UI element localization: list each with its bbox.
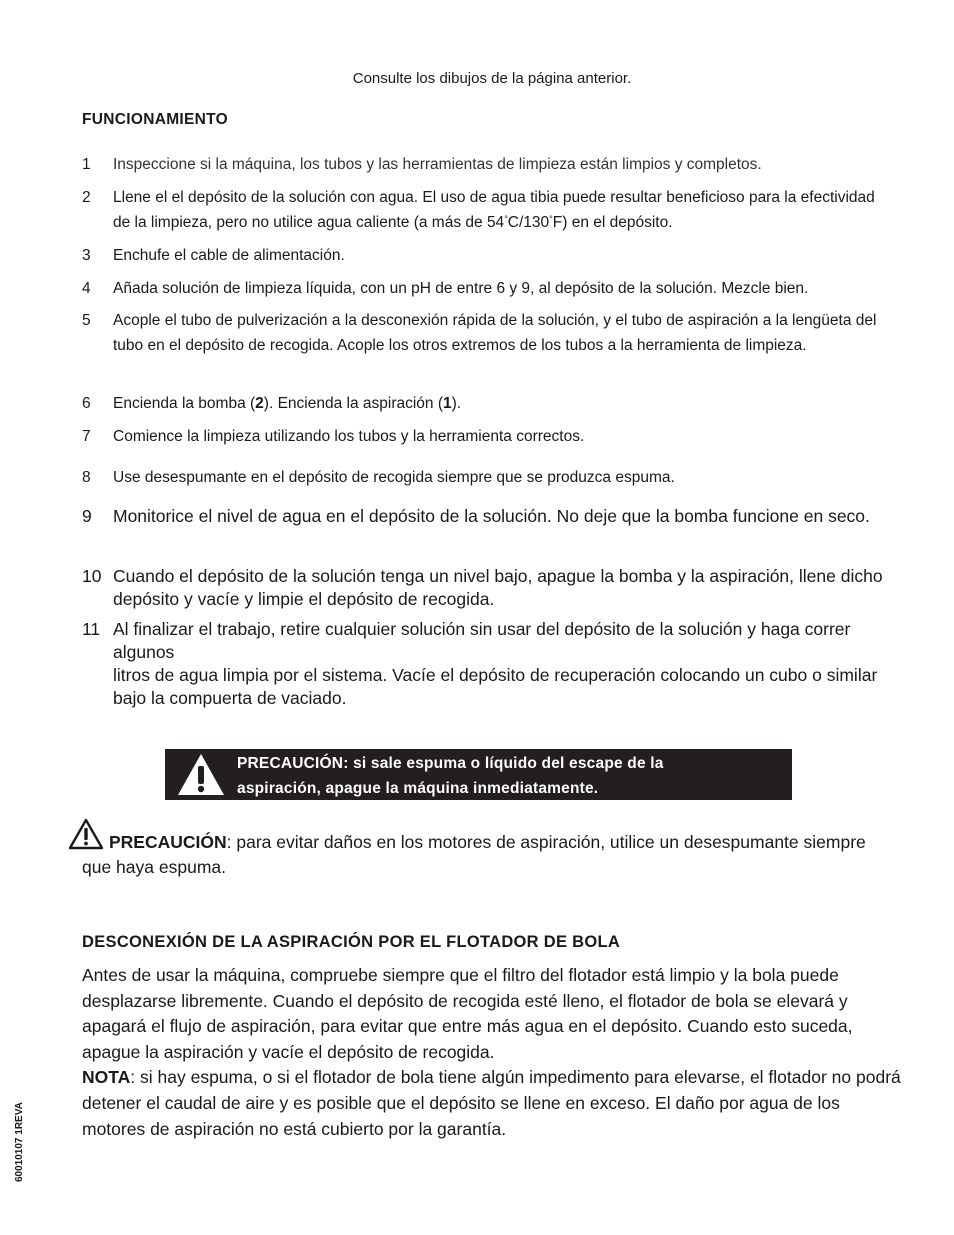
note-paragraph: NOTA: si hay espuma, o si el flotador de bola tiene algún impedimento para elevarse, el flotador no podrá detener el caudal de aire y es posible que el depósito se llene en exceso. El daño por agua de los motores de aspiración no está cubierto por la garantía.: [82, 1067, 901, 1139]
section-heading-operation: FUNCIONAMIENTO: [82, 111, 228, 128]
item-number: 9: [82, 506, 92, 526]
list-item: [82, 185, 892, 235]
reference-note: Consulte los dibujos de la página anterior.: [352, 70, 632, 87]
list-item: [82, 152, 892, 177]
item-text: Añada solución de limpieza líquida, con un pH de entre 6 y 9, al depósito de la solución. Mezcle bien.: [113, 280, 809, 297]
paragraph-text: Antes de usar la máquina, compruebe siempre que el filtro del flotador está limpio y la bola puede desplazarse libremente. Cuando el depósito de recogida esté lleno, el flotador de bola se elevará y apagará el flujo de aspiración, para evitar que entre más agua en el depósito. Cuando esto suceda, apague la aspiración y vacíe el depósito de recogida.: [82, 965, 853, 1062]
item-text: Al finalizar el trabajo, retire cualquier solución sin usar del depósito de la solución y haga correr algunos litros de agua limpia por el sistema. Vacíe el depósito de recuperación colocando un cubo o similar bajo la compuerta de vaciado.: [113, 619, 878, 708]
list-item: [82, 243, 892, 268]
list-item: [82, 565, 892, 611]
list-item: [82, 505, 892, 528]
list-item: [82, 424, 892, 449]
item-text: Encienda la bomba (2). Encienda la aspiración (1).: [113, 395, 462, 412]
item-text: Acople el tubo de pulverización a la desconexión rápida de la solución, y el tubo de aspiración a la lengüeta del tubo en el depósito de recogida. Acople los otros extremos de los tubos a la herramienta de limpieza.: [113, 312, 877, 354]
caution-banner: [165, 749, 792, 800]
item-number: 3: [82, 247, 91, 264]
list-item: [82, 308, 892, 358]
caution-banner-text: PRECAUCIÓN: si sale espuma o líquido del escape de la aspiración, apague la máquina inmediatamente.: [237, 755, 664, 797]
caution-note: [82, 818, 882, 880]
item-text: Enchufe el cable de alimentación.: [113, 247, 345, 264]
list-item: [82, 465, 892, 490]
item-number: 8: [82, 469, 91, 486]
item-text: Use desespumante en el depósito de recogida siempre que se produzca espuma.: [113, 469, 675, 486]
item-number: 4: [82, 280, 91, 297]
item-number: 10: [82, 566, 102, 586]
document-code: 60010107 1REVA: [14, 1102, 25, 1182]
item-number: 1: [82, 156, 91, 173]
item-text: Inspeccione si la máquina, los tubos y las herramientas de limpieza están limpios y completos.: [113, 156, 762, 173]
item-number: 5: [82, 312, 91, 329]
item-text: Comience la limpieza utilizando los tubos y la herramienta correctos.: [113, 428, 585, 445]
item-number: 6: [82, 395, 91, 412]
float-shutoff-paragraph: [82, 963, 904, 1142]
item-text: Cuando el depósito de la solución tenga un nivel bajo, apague la bomba y la aspiración, llene dicho depósito y vacíe y limpie el depósito de recogida.: [113, 566, 883, 609]
section-heading-float-shutoff: DESCONEXIÓN DE LA ASPIRACIÓN POR EL FLOTADOR DE BOLA: [82, 933, 621, 951]
warning-triangle-icon: [177, 753, 225, 796]
list-item: [82, 391, 892, 416]
item-number: 2: [82, 189, 91, 206]
item-number: 7: [82, 428, 91, 445]
caution-label: PRECAUCIÓN: [109, 832, 227, 852]
list-item: [82, 618, 892, 710]
note-label: NOTA: [82, 1067, 131, 1088]
item-text: Llene el el depósito de la solución con agua. El uso de agua tibia puede resultar beneficioso para la efectividad de la limpieza, pero no utilice agua caliente (a más de 54°C/130°F) en el depósito.: [113, 189, 875, 231]
warning-triangle-icon: [68, 818, 104, 850]
caution-text: : para evitar daños en los motores de aspiración, utilice un desespumante siempre que haya espuma.: [82, 832, 866, 877]
list-item: [82, 276, 892, 301]
item-text: Monitorice el nivel de agua en el depósito de la solución. No deje que la bomba funcione en seco.: [113, 506, 870, 526]
item-number: 11: [82, 619, 101, 639]
